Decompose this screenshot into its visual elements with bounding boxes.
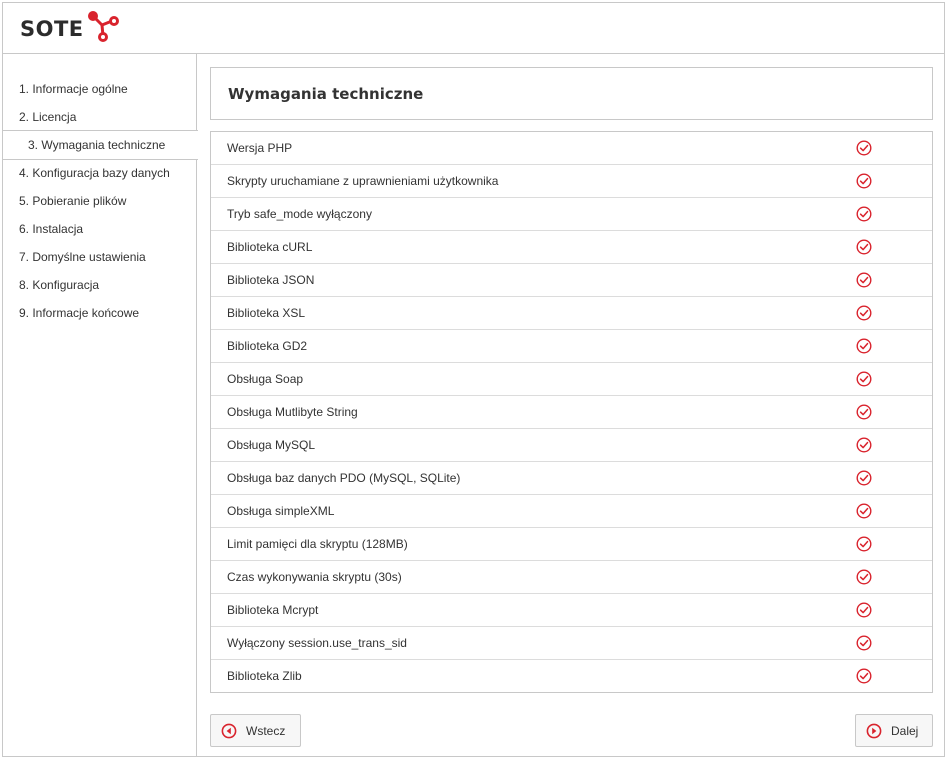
requirement-row — [211, 527, 932, 560]
check-circle-icon — [856, 437, 872, 453]
requirement-label: Biblioteka GD2 — [227, 339, 308, 353]
check-circle-icon — [856, 503, 872, 519]
nav-step-4[interactable]: 4. Konfiguracja bazy danych — [19, 166, 170, 180]
requirement-label: Obsługa baz danych PDO (MySQL, SQLite) — [227, 471, 461, 485]
requirement-row — [211, 626, 932, 659]
check-circle-icon — [856, 206, 872, 222]
requirement-label: Biblioteka XSL — [227, 306, 306, 320]
check-circle-icon — [856, 305, 872, 321]
requirement-label: Obsługa simpleXML — [227, 504, 335, 518]
installer-window — [2, 2, 945, 757]
requirement-label: Biblioteka JSON — [227, 273, 315, 287]
requirement-row — [211, 296, 932, 329]
requirement-row — [211, 164, 932, 197]
check-circle-icon — [856, 239, 872, 255]
requirement-row — [211, 593, 932, 626]
requirement-label: Wyłączony session.use_trans_sid — [227, 636, 407, 650]
check-circle-icon — [856, 635, 872, 651]
nav-step-2[interactable]: 2. Licencja — [19, 110, 77, 124]
page-title: Wymagania techniczne — [228, 84, 424, 103]
sidebar — [3, 54, 197, 756]
requirement-label: Biblioteka Mcrypt — [227, 603, 319, 617]
nav-step-9[interactable]: 9. Informacje końcowe — [19, 306, 140, 320]
nav-step-8[interactable]: 8. Konfiguracja — [19, 278, 100, 292]
logo-text: SOTE — [20, 17, 84, 41]
requirement-label: Obsługa Mutlibyte String — [227, 405, 358, 419]
requirement-label: Czas wykonywania skryptu (30s) — [227, 570, 402, 584]
requirement-row — [211, 560, 932, 593]
requirements-table — [210, 131, 933, 693]
check-circle-icon — [856, 668, 872, 684]
requirement-label: Wersja PHP — [227, 141, 293, 155]
requirement-row — [211, 395, 932, 428]
requirement-row — [211, 428, 932, 461]
requirement-row — [211, 362, 932, 395]
requirement-label: Obsługa Soap — [227, 372, 304, 386]
check-circle-icon — [856, 173, 872, 189]
requirement-label: Skrypty uruchamiane z uprawnieniami użytkownika — [227, 174, 499, 188]
requirement-label: Biblioteka cURL — [227, 240, 313, 254]
check-circle-icon — [856, 338, 872, 354]
requirement-row — [211, 230, 932, 263]
requirement-label: Obsługa MySQL — [227, 438, 316, 452]
check-circle-icon — [856, 371, 872, 387]
check-circle-icon — [856, 470, 872, 486]
check-circle-icon — [856, 569, 872, 585]
requirement-row — [211, 461, 932, 494]
requirement-row — [211, 329, 932, 362]
arrow-left-circle-icon — [221, 723, 237, 739]
requirement-row — [211, 263, 932, 296]
nav-step-7[interactable]: 7. Domyślne ustawienia — [19, 250, 146, 264]
requirement-row — [211, 494, 932, 527]
requirement-label: Biblioteka Zlib — [227, 669, 302, 683]
check-circle-icon — [856, 536, 872, 552]
check-circle-icon — [856, 602, 872, 618]
requirement-row — [211, 197, 932, 230]
arrow-right-circle-icon — [866, 723, 882, 739]
nav-step-6[interactable]: 6. Instalacja — [19, 222, 84, 236]
check-circle-icon — [856, 404, 872, 420]
back-button-label: Wstecz — [246, 723, 286, 738]
check-circle-icon — [856, 140, 872, 156]
back-button[interactable] — [210, 714, 301, 747]
nav-step-5[interactable]: 5. Pobieranie plików — [19, 194, 127, 208]
requirement-row — [211, 132, 932, 164]
check-circle-icon — [856, 272, 872, 288]
nav-step-1[interactable]: 1. Informacje ogólne — [19, 82, 128, 96]
next-button-label: Dalej — [891, 723, 919, 738]
requirement-row — [211, 659, 932, 692]
main-content — [210, 67, 934, 738]
next-button[interactable] — [855, 714, 933, 747]
sote-logo-mark-icon — [86, 10, 120, 42]
requirement-label: Tryb safe_mode wyłączony — [227, 207, 372, 221]
requirement-label: Limit pamięci dla skryptu (128MB) — [227, 537, 408, 551]
nav-step-3[interactable]: 3. Wymagania techniczne — [3, 130, 198, 160]
steps-nav — [3, 75, 197, 327]
title-box — [210, 67, 933, 120]
header — [3, 3, 944, 54]
logo — [20, 12, 120, 46]
